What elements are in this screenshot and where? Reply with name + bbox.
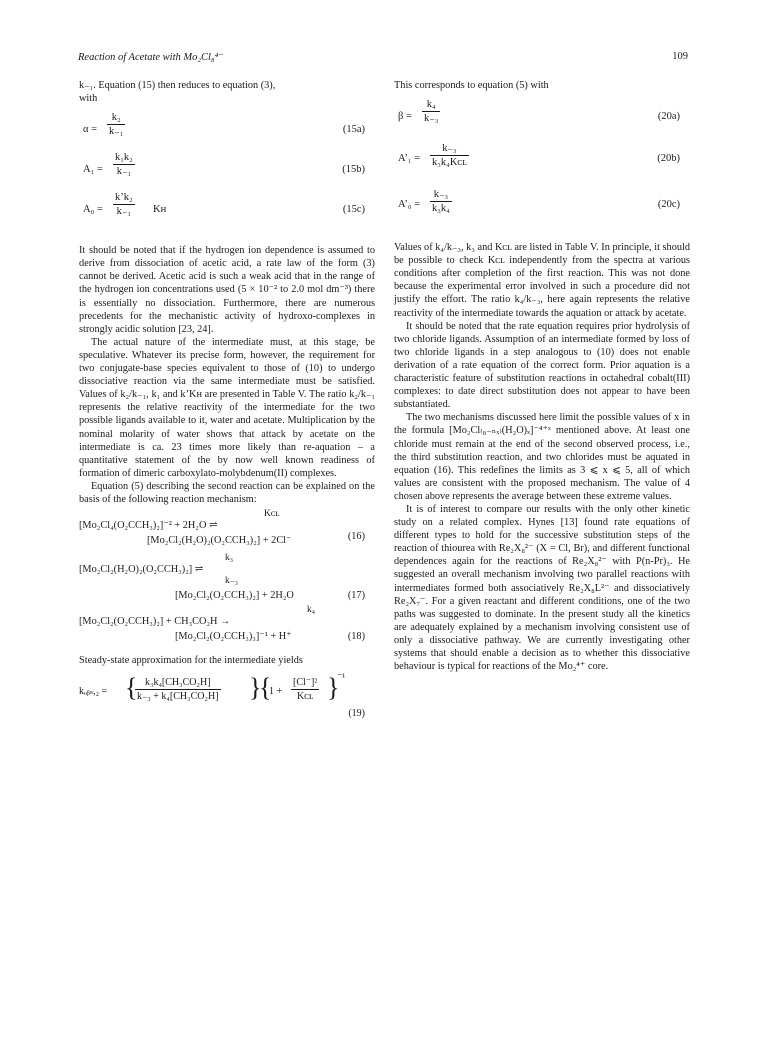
equation-factor: 1 + <box>269 686 283 698</box>
equation-number: (15c) <box>342 204 365 216</box>
rate-constant-label: Kᴄʟ <box>264 509 280 520</box>
right-brace: } <box>249 673 262 703</box>
intro-line: This corresponds to equation (5) with <box>394 80 549 91</box>
reaction-line: [Mo₂Cl₂(O₂CCH₃)₂] + CH₃CO₂H → <box>79 616 231 628</box>
numerator: k₃k₄[CH₃CO₂H] <box>135 676 221 690</box>
denominator: Kᴄʟ <box>297 691 314 703</box>
numerator: k₋₃ <box>430 142 469 156</box>
page-number: 109 <box>672 51 688 62</box>
equation-number: (19) <box>348 708 365 720</box>
left-column <box>79 79 375 719</box>
body-paragraph: It is of interest to compare our results with the only other kinetic study on a related complex. Hynes [13] found rate equations of different types to hold for the successive substitution steps of the reaction of thiourea with Re₂X₈²⁻ (X = Cl, Br), and different functional dependences again for the reactions of Re₂X₈²⁻ with P(n-Pr)₃. He suggested an overall mechanism involving two parallel reactions with intermediates formed both associatively Re₂X₈L²⁻ and dissociatively Re₂X₇⁻. For a given reactant and different conditions, one of the two paths was suggested to dominate. In the present study all the kinetics are adequately explained by a mechanism involving consistent use of only a dissociative pathway. We are currently investigating other systems that should enable a decision as to whether this dissociative behaviour is typical for reactions of the Mo₂⁴⁺ core. <box>394 503 690 673</box>
body-paragraph: It should be noted that the rate equation requires prior hydrolysis of two chloride ligands. Assumption of an intermediate formed by loss of two chloride ligands in a step analogous to (10) does not enable derivation of a rate equation of the correct form. Prior aquation is a characteristic feature of substitution reactions in octahedral cobalt(III) complexes: to date direct substitution does not appear to have been substantiated. <box>394 320 690 411</box>
body-paragraph: The two mechanisms discussed here limit the possible values of x in the formula [Mo₂Cl₍₈₋ₙₓ₎(H₂O)ₓ]⁻⁴⁺ˣ mentioned above. At least one chloride must remain at the end of the second observed process, i.e., the third substitution reaction, and two chlorides must be aquated in equation (16). This redefines the limits as 3 ⩽ x ⩽ 5, all of which values are consistent with the proposed mechanism. The value of 4 chosen above represents the average between these extreme values. <box>394 412 690 502</box>
rate-constant-label: k₄ <box>307 605 316 616</box>
running-header <box>78 51 688 67</box>
equation-number: (17) <box>347 590 365 602</box>
right-brace: } <box>327 673 340 703</box>
equation-20c <box>394 184 690 228</box>
equation-20b <box>394 138 690 184</box>
body-paragraph: Equation (5) describing the second reaction can be explained on the basis of the following reaction mechanism: <box>79 480 375 505</box>
equation-20a <box>394 98 690 138</box>
numerator: k’k₂ <box>113 191 135 205</box>
fraction <box>107 111 125 138</box>
denominator: k₋₁ <box>109 126 124 138</box>
fraction <box>430 142 469 169</box>
fraction <box>422 98 440 125</box>
equation-lhs: β = <box>398 111 412 123</box>
rate-constant-label: k₃ <box>225 553 234 564</box>
equation-lhs: A’₁ = <box>398 153 421 165</box>
body-paragraph: Steady-state approximation for the intermediate yields <box>79 655 303 667</box>
numerator: k₄ <box>422 98 440 112</box>
right-column <box>394 79 690 673</box>
equation-15c <box>79 191 375 231</box>
equation-15a <box>79 111 375 151</box>
numerator: k₁k₂ <box>113 151 135 165</box>
left-brace: { <box>125 673 138 703</box>
equation-factor: Kʜ <box>153 204 167 216</box>
numerator: k₋₃ <box>430 188 452 202</box>
equation-number: (15b) <box>342 164 365 176</box>
reaction-line: [Mo₂Cl₂(O₂CCH₃)₃]⁻¹ + H⁺ <box>175 631 292 643</box>
numerator: k₂ <box>107 111 125 125</box>
reaction-line: [Mo₂Cl₂(H₂O)₂(O₂CCH₃)₂] + 2Cl⁻ <box>147 535 292 547</box>
denominator: k₋₃ <box>424 113 439 125</box>
equation-19 <box>79 667 375 719</box>
denominator: k₃k₄ <box>432 203 450 215</box>
denominator: k₋₁ <box>116 206 132 218</box>
denominator: k₋₁ <box>116 166 132 178</box>
reaction-16 <box>79 510 375 552</box>
reaction-line: [Mo₂Cl₂(O₂CCH₃)₂] + 2H₂O <box>175 590 294 602</box>
fraction <box>430 188 452 215</box>
fraction <box>113 191 135 218</box>
reaction-17 <box>79 552 375 604</box>
rate-constant-label: k₋₃ <box>225 576 239 587</box>
equation-15b <box>79 151 375 191</box>
equation-number: (20c) <box>657 199 680 211</box>
equation-number: (15a) <box>342 124 365 136</box>
denominator: k₃k₄Kᴄʟ <box>432 157 467 169</box>
equation-lhs: A’₀ = <box>398 199 421 211</box>
reaction-line: [Mo₂Cl₄(O₂CCH₃)₂]⁻² + 2H₂O ⇌ <box>79 520 218 532</box>
left-brace: { <box>259 673 272 703</box>
fraction <box>113 151 135 178</box>
body-paragraph: It should be noted that if the hydrogen ion dependence is assumed to derive from dissociation of acetic acid, a rate law of the form (3) cannot be derived. Acetic acid is such a weak acid that in the range of the hydrogen ion concentrations used (5 × 10⁻² to 2.0 mol dm⁻³) there is essentially no dissociation. Furthermore, there are numerous precedents for the mechanistic activity of hydroxo-complexes in strongly acidic solution [23, 24]. <box>79 245 375 335</box>
equation-lhs: kₒᵦₛ,₂ = <box>79 686 108 698</box>
body-paragraph: The actual nature of the intermediate must, at this stage, be speculative. Whatever its precise form, however, the requirement for two conjugate-base species equivalent to those of (10) to undergo dissociative reaction via the same intermediate must be satisfied. Values of k₂/k₋₁, k₁ and k’Kʜ are presented in Table V. The ratio k₂/k₋₁ represents the relative reactivity of the intermediate for the two possible ligands available to it, water and acetate. Multiplication by the nominal molarity of water shows that attack by acetate on the intermediate is ca. 23 times more likely than re-aquation – a quantitative statement of the by now well known readiness of formation of dimeric carboxylato-molybdenum(II) complexes. <box>79 336 375 479</box>
body-paragraph: Values of k₄/k₋₃, k₃ and Kᴄʟ are listed in Table V. In principle, it should be possible to check Kᴄʟ independently from the spectra at various conditions after completion of the first reaction. This was not done because the experimental error involved in such a procedure did not justify the effort. The ratio k₄/k₋₃, here again represents the relative reactivity of the intermediate towards the aquation or attack by acetate. <box>394 242 690 319</box>
denominator: k₋₃ + k₄[CH₃CO₂H] <box>137 691 219 703</box>
equation-number: (18) <box>347 631 365 643</box>
equation-number: (20b) <box>657 153 680 165</box>
equation-lhs: A₁ = <box>83 164 103 176</box>
reaction-18 <box>79 604 375 648</box>
numerator: [Cl⁻]² <box>291 676 319 690</box>
equation-lhs: A₀ = <box>83 204 103 216</box>
intro-line: k₋₁. Equation (15) then reduces to equation (3), <box>79 80 276 91</box>
intro-line: with <box>79 93 98 105</box>
fraction <box>135 676 221 703</box>
equation-lhs: α = <box>83 124 98 136</box>
exponent: ⁻¹ <box>337 672 346 684</box>
fraction <box>291 676 319 703</box>
equation-number: (20a) <box>657 111 680 123</box>
reaction-line: [Mo₂Cl₂(H₂O)₂(O₂CCH₃)₂] ⇌ <box>79 564 204 576</box>
equation-number: (16) <box>347 531 365 543</box>
running-title: Reaction of Acetate with Mo₂Cl₈⁴⁻ <box>78 52 224 63</box>
